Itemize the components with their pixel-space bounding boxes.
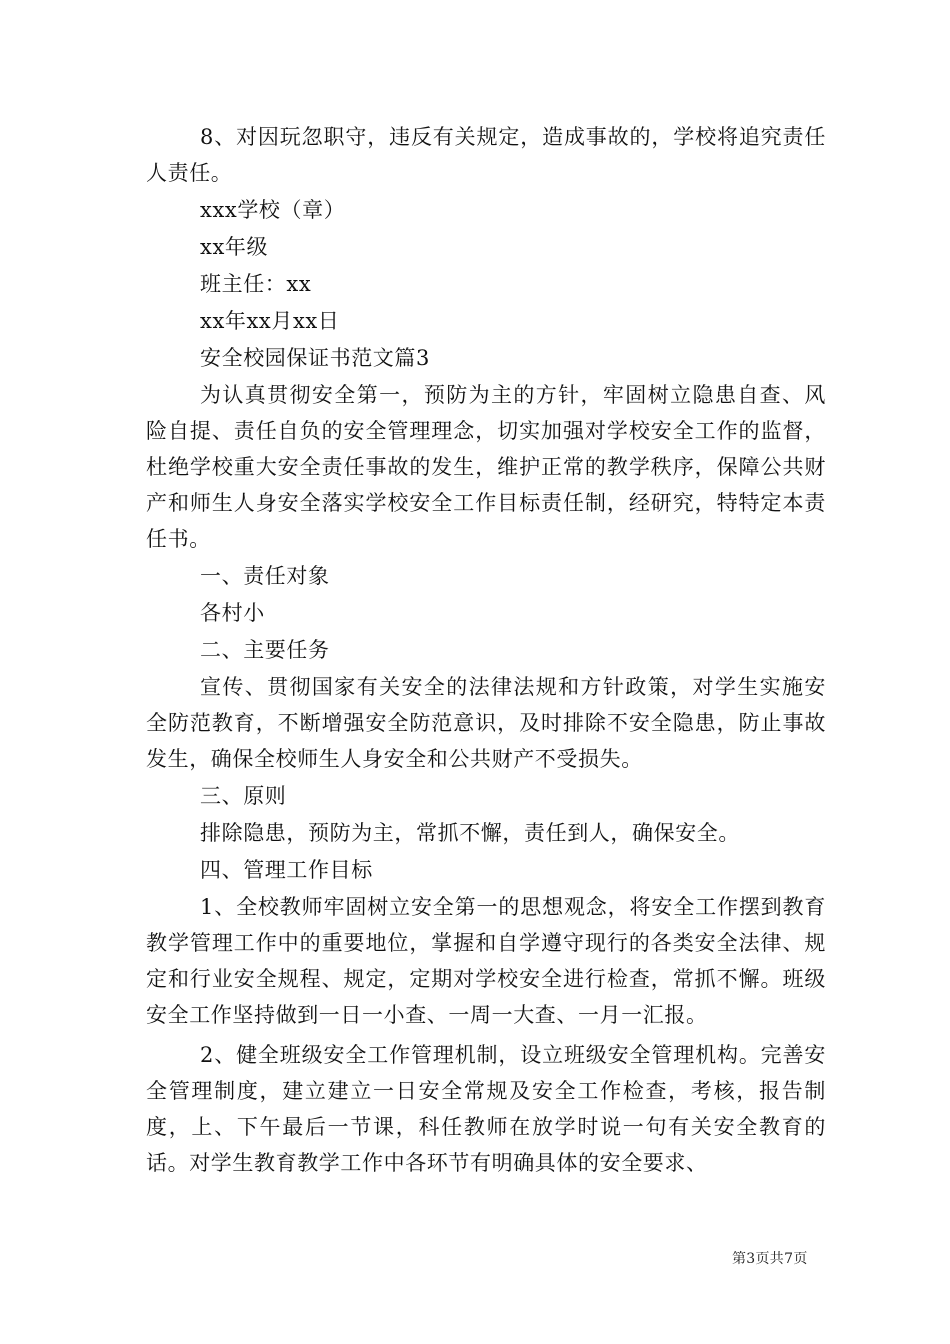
page-number: 第3页共7页 [732, 1251, 808, 1267]
school-seal-line: xxx学校（章） [200, 198, 346, 222]
class-teacher-line: 班主任：xx [200, 272, 312, 296]
heading-management-goals: 四、管理工作目标 [200, 858, 373, 882]
principles-text: 排除隐患，预防为主，常抓不懈，责任到人，确保安全。 [200, 821, 740, 845]
paragraph-item-8: 8、对因玩忽职守，违反有关规定，造成事故的，学校将追究责任人责任。 [146, 125, 826, 185]
goal-item-1: 1、全校教师牢固树立安全第一的思想观念，将安全工作摆到教育教学管理工作中的重要地位，掌握和自学遵守现行的各类安全法律、规定和行业安全规程、规定，定期对学校安全进行检查，常抓不懈。班级安全工作坚持做到一日一小查、一周一大查、一月一汇报。 [146, 895, 826, 1027]
section-title: 安全校园保证书范文篇3 [200, 346, 430, 370]
responsibility-target-text: 各村小 [200, 601, 265, 625]
grade-line: xx年级 [200, 235, 269, 259]
main-tasks-text: 宣传、贯彻国家有关安全的法律法规和方针政策，对学生实施安全防范教育，不断增强安全防范意识，及时排除不安全隐患，防止事故发生，确保全校师生人身安全和公共财产不受损失。 [146, 675, 826, 771]
heading-responsibility-target: 一、责任对象 [200, 564, 330, 588]
goal-item-2: 2、健全班级安全工作管理机制，设立班级安全管理机构。完善安全管理制度，建立建立一日安全常规及安全工作检查，考核，报告制度，上、下午最后一节课，科任教师在放学时说一句有关安全教育的话。对学生教育教学工作中各环节有明确具体的安全要求、 [146, 1043, 826, 1175]
heading-main-tasks: 二、主要任务 [200, 638, 330, 662]
date-line: xx年xx月xx日 [200, 309, 340, 333]
intro-paragraph: 为认真贯彻安全第一，预防为主的方针，牢固树立隐患自查、风险自提、责任自负的安全管理理念，切实加强对学校安全工作的监督，杜绝学校重大安全责任事故的发生，维护正常的教学秩序，保障公共财产和师生人身安全落实学校安全工作目标责任制，经研究，特特定本责任书。 [146, 383, 826, 551]
document-body [146, 119, 826, 1181]
heading-principles: 三、原则 [200, 784, 287, 808]
